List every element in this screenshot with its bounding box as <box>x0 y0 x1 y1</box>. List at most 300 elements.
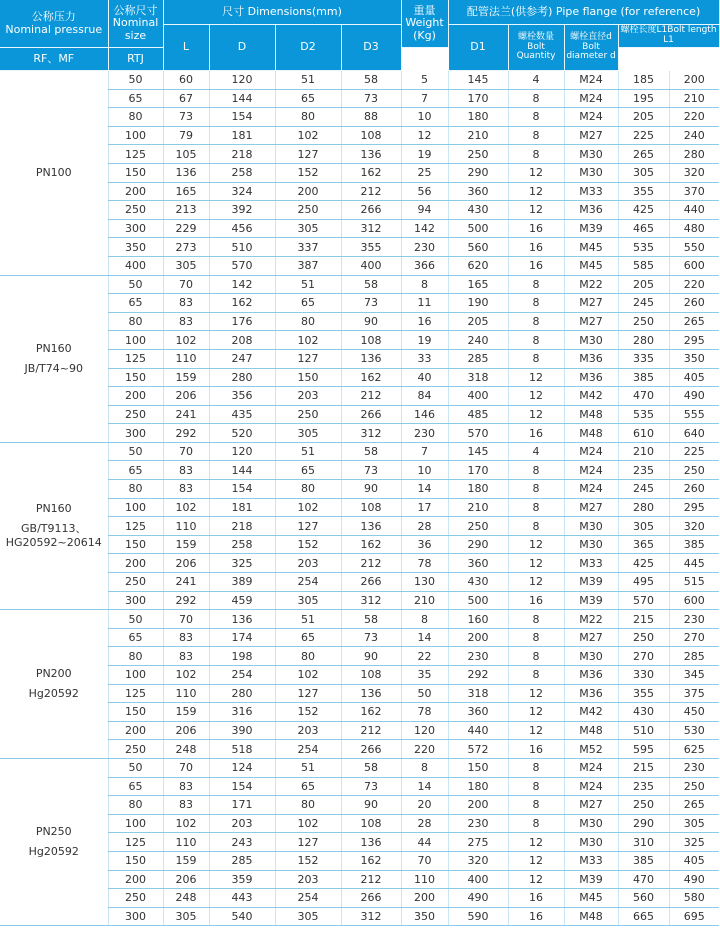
bolt-length-rtj-cell: 225 <box>669 442 719 461</box>
D2-cell: 150 <box>275 368 341 387</box>
size-header-cn: 公称尺寸 <box>113 3 158 17</box>
D3-cell: 312 <box>341 424 401 443</box>
nominal-size-cell: 250 <box>108 573 163 592</box>
D3-cell: 88 <box>341 108 401 127</box>
pressure-group-label <box>0 610 108 759</box>
bolt-quantity-cell: 12 <box>508 870 564 889</box>
D1-cell: 360 <box>448 703 508 722</box>
D2-cell: 65 <box>275 461 341 480</box>
D3-cell: 90 <box>341 796 401 815</box>
D3-cell: 266 <box>341 201 401 220</box>
bolt-length-rtj-cell: 440 <box>669 201 719 220</box>
nominal-size-cell: 200 <box>108 721 163 740</box>
L-cell: 213 <box>163 201 209 220</box>
D-cell: 356 <box>209 387 275 406</box>
bolt-length-rf-mf-cell: 250 <box>618 312 669 331</box>
D3-cell: 108 <box>341 666 401 685</box>
D2-cell: 203 <box>275 387 341 406</box>
D1-cell: 180 <box>448 777 508 796</box>
L-cell: 102 <box>163 331 209 350</box>
pressure-group-label-line: Hg20592 <box>28 845 79 859</box>
D2-cell: 102 <box>275 814 341 833</box>
table-row <box>0 424 719 443</box>
D3-cell: 73 <box>341 628 401 647</box>
D2-cell: 102 <box>275 126 341 145</box>
weight-cell: 84 <box>401 387 448 406</box>
bolt-diameter-cell: M27 <box>564 498 618 517</box>
bolt-length-rtj-cell: 260 <box>669 294 719 313</box>
bolt-quantity-cell: 8 <box>508 126 564 145</box>
nominal-size-cell: 300 <box>108 907 163 926</box>
D2-cell: 200 <box>275 182 341 201</box>
bolt-length-rtj-cell: 405 <box>669 851 719 870</box>
weight-cell: 40 <box>401 368 448 387</box>
D-cell: 171 <box>209 796 275 815</box>
D3-cell: 90 <box>341 312 401 331</box>
D3-cell: 162 <box>341 851 401 870</box>
bolt-length-rf-mf-cell: 430 <box>618 703 669 722</box>
bolt-length-rtj-cell: 640 <box>669 424 719 443</box>
D3-cell: 312 <box>341 591 401 610</box>
L-cell: 305 <box>163 256 209 275</box>
table-row <box>0 219 719 238</box>
bolt-diameter-cell: M45 <box>564 889 618 908</box>
bolt-quantity-cell: 8 <box>508 331 564 350</box>
L-cell: 292 <box>163 424 209 443</box>
bolt-length-rtj-cell: 350 <box>669 349 719 368</box>
nominal-size-cell: 250 <box>108 740 163 759</box>
bolt-quantity-cell: 12 <box>508 535 564 554</box>
weight-cell: 200 <box>401 889 448 908</box>
nominal-size-cell: 300 <box>108 424 163 443</box>
table-row <box>0 666 719 685</box>
D1-cell: 430 <box>448 201 508 220</box>
weight-cell: 70 <box>401 851 448 870</box>
bolt-quantity-cell: 12 <box>508 201 564 220</box>
bolt-length-rf-mf-cell: 465 <box>618 219 669 238</box>
bolt-quantity-cell: 8 <box>508 480 564 499</box>
D3-cell: 312 <box>341 907 401 926</box>
bolt-diameter-cell: M24 <box>564 89 618 108</box>
pressure-group-label-line: PN200 <box>35 667 72 681</box>
D2-cell: 203 <box>275 554 341 573</box>
D-cell: 324 <box>209 182 275 201</box>
D-cell: 181 <box>209 498 275 517</box>
L-cell: 73 <box>163 108 209 127</box>
table-row <box>0 71 719 90</box>
table-row <box>0 517 719 536</box>
L-cell: 292 <box>163 591 209 610</box>
D-cell: 176 <box>209 312 275 331</box>
D2-cell: 254 <box>275 740 341 759</box>
table-row <box>0 591 719 610</box>
D1-cell: 430 <box>448 573 508 592</box>
D1-cell: 150 <box>448 758 508 777</box>
pressure-group-label-line: PN160 <box>35 341 72 355</box>
table-row <box>0 721 719 740</box>
nominal-size-cell: 200 <box>108 182 163 201</box>
L-cell: 241 <box>163 405 209 424</box>
bolt-length-rtj-cell: 265 <box>669 312 719 331</box>
bolt-diameter-cell: M42 <box>564 703 618 722</box>
D-cell: 510 <box>209 238 275 257</box>
bolt-qty-cn: 螺栓数量 <box>518 31 555 42</box>
bolt-length-rf-mf-cell: 595 <box>618 740 669 759</box>
bolt-length-rtj-cell: 260 <box>669 480 719 499</box>
table-row <box>0 740 719 759</box>
bolt-quantity-cell: 12 <box>508 163 564 182</box>
weight-cell: 17 <box>401 498 448 517</box>
bolt-quantity-cell: 16 <box>508 256 564 275</box>
bolt-length-rtj-cell: 320 <box>669 163 719 182</box>
bolt-length-rf-mf-cell: 385 <box>618 851 669 870</box>
bolt-quantity-cell: 4 <box>508 442 564 461</box>
bolt-diameter-cell: M36 <box>564 684 618 703</box>
bolt-length-rf-mf-cell: 570 <box>618 591 669 610</box>
nominal-size-cell: 150 <box>108 368 163 387</box>
weight-cell: 10 <box>401 461 448 480</box>
bolt-diameter-cell: M27 <box>564 628 618 647</box>
dimensions-header: 尺寸 Dimensions(mm) <box>163 0 401 25</box>
L-cell: 110 <box>163 517 209 536</box>
D2-cell: 65 <box>275 89 341 108</box>
D3-cell: 73 <box>341 461 401 480</box>
D1-cell: 170 <box>448 89 508 108</box>
pressure-group-label-line: JB/T74~90 <box>24 361 83 375</box>
bolt-length-rf-mf-cell: 215 <box>618 758 669 777</box>
bolt-diameter-cell: M27 <box>564 312 618 331</box>
bolt-quantity-cell: 12 <box>508 554 564 573</box>
bolt-length-rtj-cell: 250 <box>669 777 719 796</box>
bolt-quantity-cell: 8 <box>508 666 564 685</box>
L-cell: 83 <box>163 461 209 480</box>
bolt-length-rtj-cell: 375 <box>669 684 719 703</box>
D3-header: D3 <box>341 25 401 71</box>
bolt-diameter-cell: M33 <box>564 182 618 201</box>
bolt-diameter-cell: M30 <box>564 331 618 350</box>
D2-cell: 127 <box>275 517 341 536</box>
bolt-diameter-cell: M30 <box>564 535 618 554</box>
bolt-length-rf-mf-cell: 250 <box>618 796 669 815</box>
bolt-length-rf-mf-cell: 305 <box>618 517 669 536</box>
nominal-size-cell: 150 <box>108 703 163 722</box>
bolt-diameter-cell: M30 <box>564 647 618 666</box>
bolt-length-rtj-cell: 580 <box>669 889 719 908</box>
pressure-group-label-line: PN250 <box>35 825 72 839</box>
bolt-quantity-cell: 12 <box>508 368 564 387</box>
L-cell: 165 <box>163 182 209 201</box>
bolt-length-rf-mf-cell: 210 <box>618 442 669 461</box>
D-cell: 162 <box>209 294 275 313</box>
D3-cell: 136 <box>341 684 401 703</box>
L-cell: 105 <box>163 145 209 164</box>
bolt-diameter-cell: M33 <box>564 851 618 870</box>
D-cell: 280 <box>209 684 275 703</box>
bolt-diameter-cell: M24 <box>564 442 618 461</box>
weight-cell: 8 <box>401 610 448 629</box>
bolt-quantity-cell: 16 <box>508 424 564 443</box>
weight-cell: 28 <box>401 814 448 833</box>
D-cell: 247 <box>209 349 275 368</box>
L-cell: 159 <box>163 703 209 722</box>
bolt-length-rf-mf-cell: 265 <box>618 145 669 164</box>
D-cell: 258 <box>209 163 275 182</box>
bolt-diameter-cell: M39 <box>564 591 618 610</box>
bolt-diameter-cell: M24 <box>564 461 618 480</box>
nominal-size-cell: 200 <box>108 554 163 573</box>
bolt-length-rtj-cell: 490 <box>669 870 719 889</box>
D-cell: 136 <box>209 610 275 629</box>
L-cell: 273 <box>163 238 209 257</box>
L-cell: 83 <box>163 312 209 331</box>
L-cell: 83 <box>163 647 209 666</box>
D1-cell: 275 <box>448 833 508 852</box>
D2-cell: 65 <box>275 777 341 796</box>
bolt-length-rtj-cell: 230 <box>669 610 719 629</box>
weight-cell: 33 <box>401 349 448 368</box>
D2-cell: 305 <box>275 907 341 926</box>
D-cell: 124 <box>209 758 275 777</box>
nominal-size-cell: 200 <box>108 387 163 406</box>
D3-cell: 58 <box>341 610 401 629</box>
bolt-length-rf-mf-cell: 205 <box>618 275 669 294</box>
bolt-diameter-cell: M48 <box>564 405 618 424</box>
D1-cell: 500 <box>448 219 508 238</box>
pressure-group-label-line: GB/T9113、HG20592~20614 <box>5 522 102 549</box>
D-cell: 285 <box>209 851 275 870</box>
bolt-diameter-cell: M24 <box>564 108 618 127</box>
weight-cell: 8 <box>401 275 448 294</box>
D3-cell: 108 <box>341 331 401 350</box>
bolt-length-rf-mf-cell: 610 <box>618 424 669 443</box>
bolt-length-rtj-cell: 295 <box>669 331 719 350</box>
D1-cell: 292 <box>448 666 508 685</box>
weight-cell: 19 <box>401 331 448 350</box>
nominal-size-cell: 50 <box>108 610 163 629</box>
D3-cell: 108 <box>341 498 401 517</box>
nominal-size-cell: 100 <box>108 331 163 350</box>
nominal-size-cell: 50 <box>108 71 163 90</box>
weight-cell: 94 <box>401 201 448 220</box>
table-row <box>0 89 719 108</box>
L-cell: 102 <box>163 666 209 685</box>
nominal-size-cell: 300 <box>108 591 163 610</box>
bolt-length-rf-mf-cell: 195 <box>618 89 669 108</box>
nominal-size-cell: 100 <box>108 126 163 145</box>
nominal-size-cell: 400 <box>108 256 163 275</box>
table-row <box>0 480 719 499</box>
L-cell: 159 <box>163 535 209 554</box>
L-cell: 110 <box>163 833 209 852</box>
bolt-diameter-cell: M36 <box>564 201 618 220</box>
weight-cell: 14 <box>401 777 448 796</box>
bolt-diameter-cell: M36 <box>564 368 618 387</box>
bolt-length-rf-mf-cell: 235 <box>618 777 669 796</box>
D3-cell: 58 <box>341 71 401 90</box>
D2-cell: 65 <box>275 628 341 647</box>
weight-cell: 230 <box>401 424 448 443</box>
D1-cell: 290 <box>448 535 508 554</box>
bolt-length-rf-mf-cell: 560 <box>618 889 669 908</box>
L-cell: 110 <box>163 349 209 368</box>
D1-cell: 620 <box>448 256 508 275</box>
D3-cell: 162 <box>341 163 401 182</box>
bolt-quantity-cell: 16 <box>508 740 564 759</box>
D1-cell: 165 <box>448 275 508 294</box>
table-row <box>0 256 719 275</box>
table-row <box>0 238 719 257</box>
table-row <box>0 349 719 368</box>
table-row <box>0 126 719 145</box>
D2-cell: 203 <box>275 721 341 740</box>
bolt-quantity-cell: 12 <box>508 684 564 703</box>
bolt-quantity-cell: 8 <box>508 461 564 480</box>
D3-cell: 266 <box>341 889 401 908</box>
bolt-length-rf-mf-cell: 245 <box>618 480 669 499</box>
table-row <box>0 368 719 387</box>
D3-cell: 108 <box>341 126 401 145</box>
D2-cell: 80 <box>275 796 341 815</box>
nominal-size-cell: 65 <box>108 294 163 313</box>
L-cell: 159 <box>163 368 209 387</box>
table-row <box>0 554 719 573</box>
L-cell: 248 <box>163 740 209 759</box>
weight-cell: 10 <box>401 108 448 127</box>
pressure-group-label <box>0 442 108 609</box>
table-row <box>0 647 719 666</box>
D1-cell: 590 <box>448 907 508 926</box>
D1-cell: 320 <box>448 851 508 870</box>
bolt-length-rf-mf-cell: 355 <box>618 684 669 703</box>
D-cell: 540 <box>209 907 275 926</box>
D3-cell: 212 <box>341 387 401 406</box>
bolt-length-rtj-cell: 295 <box>669 498 719 517</box>
nominal-pressure-header <box>0 0 108 48</box>
table-row <box>0 182 719 201</box>
D1-cell: 200 <box>448 628 508 647</box>
bolt-quantity-cell: 12 <box>508 703 564 722</box>
nominal-size-cell: 80 <box>108 108 163 127</box>
D1-cell: 490 <box>448 889 508 908</box>
nominal-size-cell: 50 <box>108 442 163 461</box>
L-cell: 60 <box>163 71 209 90</box>
weight-cell: 142 <box>401 219 448 238</box>
bolt-quantity-cell: 12 <box>508 573 564 592</box>
L-header: L <box>163 25 209 71</box>
D2-cell: 51 <box>275 758 341 777</box>
bolt-diameter-cell: M24 <box>564 777 618 796</box>
bolt-quantity-cell: 8 <box>508 312 564 331</box>
bolt-quantity-cell: 8 <box>508 498 564 517</box>
D1-cell: 190 <box>448 294 508 313</box>
pipe-flange-header: 配管法兰(供参考) Pipe flange (for reference) <box>448 0 719 25</box>
D3-cell: 136 <box>341 517 401 536</box>
L-cell: 136 <box>163 163 209 182</box>
bolt-quantity-cell: 8 <box>508 108 564 127</box>
weight-cell: 7 <box>401 442 448 461</box>
D-cell: 218 <box>209 517 275 536</box>
D-cell: 154 <box>209 108 275 127</box>
D3-cell: 212 <box>341 870 401 889</box>
D-cell: 459 <box>209 591 275 610</box>
L-cell: 83 <box>163 294 209 313</box>
weight-cell: 44 <box>401 833 448 852</box>
D3-cell: 400 <box>341 256 401 275</box>
D3-cell: 58 <box>341 442 401 461</box>
weight-cell: 11 <box>401 294 448 313</box>
bolt-length-rtj-cell: 280 <box>669 145 719 164</box>
D1-cell: 360 <box>448 182 508 201</box>
bolt-diameter-cell: M33 <box>564 554 618 573</box>
bolt-length-rtj-cell: 200 <box>669 71 719 90</box>
bolt-length-header: 螺栓长度L1Bolt length L1 <box>618 25 719 48</box>
bolt-length-rtj-cell: 210 <box>669 89 719 108</box>
weight-cell: 5 <box>401 71 448 90</box>
weight-cell: 120 <box>401 721 448 740</box>
D-cell: 181 <box>209 126 275 145</box>
bolt-diameter-cell: M48 <box>564 721 618 740</box>
D3-cell: 162 <box>341 368 401 387</box>
bolt-length-rf-mf-cell: 280 <box>618 498 669 517</box>
D1-cell: 572 <box>448 740 508 759</box>
bolt-quantity-cell: 8 <box>508 517 564 536</box>
D1-cell: 400 <box>448 870 508 889</box>
nominal-size-cell: 80 <box>108 480 163 499</box>
bolt-quantity-cell: 12 <box>508 387 564 406</box>
table-row <box>0 889 719 908</box>
rf-mf-header: RF、MF <box>0 48 108 71</box>
bolt-length-rtj-cell: 450 <box>669 703 719 722</box>
table-row <box>0 145 719 164</box>
table-row <box>0 201 719 220</box>
D3-cell: 90 <box>341 480 401 499</box>
weight-cell: 210 <box>401 591 448 610</box>
D3-cell: 355 <box>341 238 401 257</box>
size-header-en2: size <box>124 28 147 42</box>
bolt-length-rf-mf-cell: 470 <box>618 870 669 889</box>
bolt-diameter-cell: M39 <box>564 219 618 238</box>
D2-cell: 250 <box>275 201 341 220</box>
D2-cell: 102 <box>275 666 341 685</box>
nominal-size-cell: 65 <box>108 628 163 647</box>
table-row <box>0 851 719 870</box>
L-cell: 83 <box>163 628 209 647</box>
weight-cell: 36 <box>401 535 448 554</box>
D-cell: 218 <box>209 145 275 164</box>
table-row <box>0 777 719 796</box>
D2-cell: 152 <box>275 703 341 722</box>
D2-cell: 337 <box>275 238 341 257</box>
nominal-size-cell: 65 <box>108 89 163 108</box>
bolt-length-rf-mf-cell: 335 <box>618 349 669 368</box>
D-cell: 154 <box>209 480 275 499</box>
L-cell: 206 <box>163 721 209 740</box>
L-cell: 67 <box>163 89 209 108</box>
D-cell: 389 <box>209 573 275 592</box>
nominal-size-cell: 300 <box>108 219 163 238</box>
weight-cell: 110 <box>401 870 448 889</box>
D2-cell: 51 <box>275 442 341 461</box>
D-cell: 120 <box>209 71 275 90</box>
D1-cell: 210 <box>448 498 508 517</box>
D1-cell: 250 <box>448 517 508 536</box>
L-cell: 70 <box>163 758 209 777</box>
pressure-group-label-line: PN100 <box>35 165 72 179</box>
D-cell: 120 <box>209 442 275 461</box>
bolt-length-rf-mf-cell: 385 <box>618 368 669 387</box>
D-cell: 258 <box>209 535 275 554</box>
D3-cell: 162 <box>341 703 401 722</box>
